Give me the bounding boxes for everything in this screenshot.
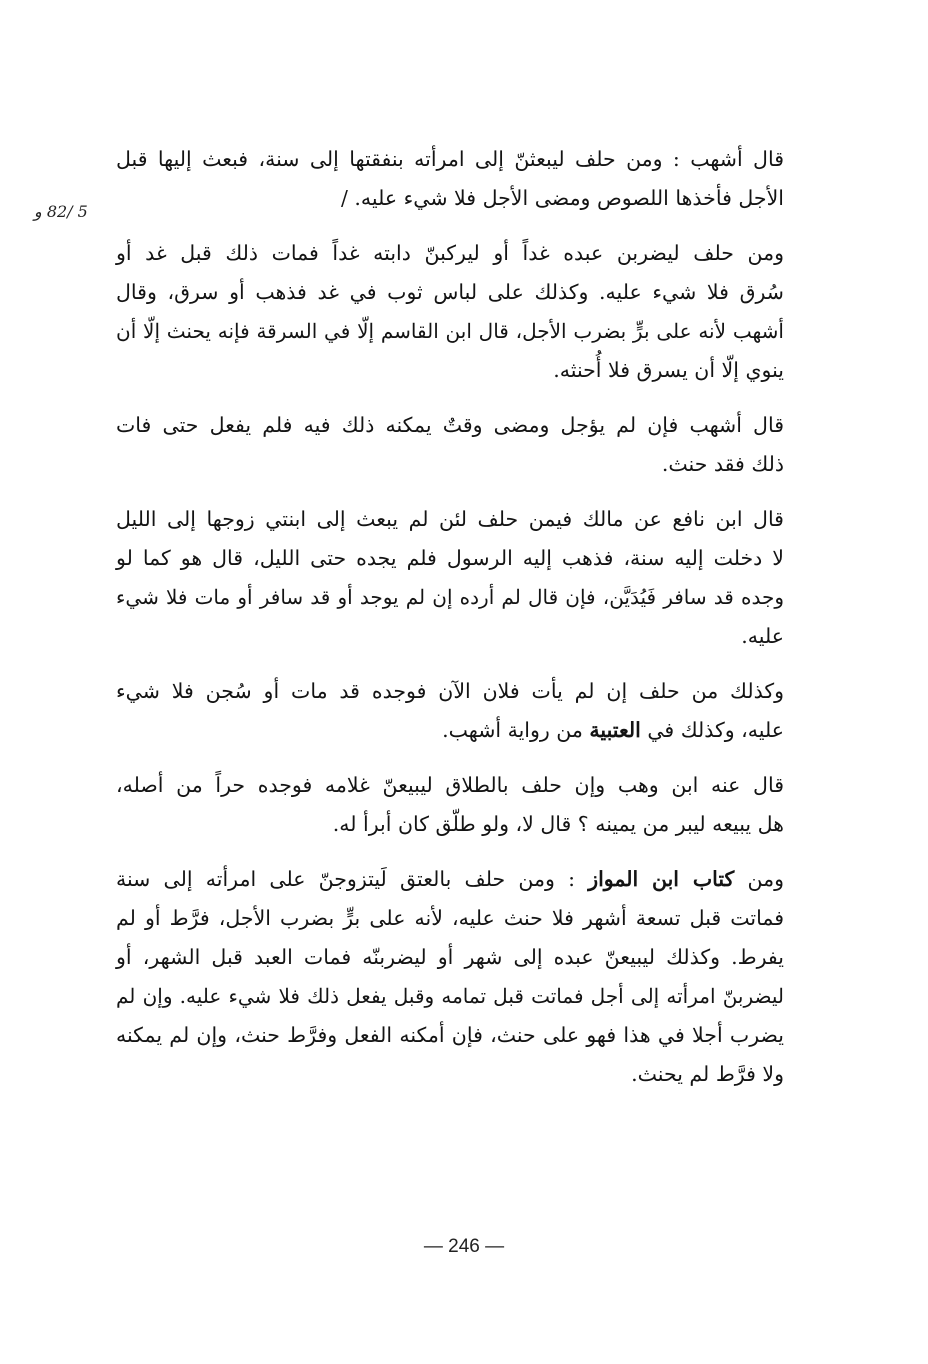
text-line: قال عنه ابن وهب وإن حلف بالطلاق ليبيعنّ غلامه فوجده حراً من أصله، <box>116 773 784 797</box>
text-line: لا دخلت إليه سنة، فذهب إليه الرسول فلم يجده حتى الليل، قال هو كما لو <box>116 546 784 570</box>
text-line: أشهب لأنه على برٍّ بضرب الأجل، قال ابن القاسم إلّا في السرقة فإنه يحنث إلّا أن <box>116 319 784 343</box>
text-line: ومن كتاب ابن المواز : ومن حلف بالعتق لَيتزوجنّ على امرأته إلى سنة <box>116 867 785 891</box>
text-line: الأجل فأخذها اللصوص ومضى الأجل فلا شيء عليه. / <box>340 186 784 210</box>
text-line: عليه، وكذلك في العتبية من رواية أشهب. <box>442 718 784 742</box>
paragraph-5 <box>116 672 784 750</box>
paragraph-1 <box>116 140 784 218</box>
paragraph-6 <box>116 766 784 844</box>
book-title: كتاب ابن المواز <box>588 867 735 891</box>
text-line: يضرب أجلا في هذا فهو على حنث، فإن أمكنه الفعل وفرَّط حنث، وإن لم يمكنه <box>116 1023 784 1047</box>
paragraph-7 <box>116 860 784 1094</box>
text-line: يفرط. وكذلك ليبيعنّ عبده إلى شهر أو ليضربنّه فمات العبد قبل الشهر، أو <box>116 945 784 969</box>
book-title: العتبية <box>589 718 641 742</box>
paragraph-4 <box>116 500 784 656</box>
text-line: ينوي إلّا أن يسرق فلا أُحنثه. <box>553 358 784 382</box>
text-line: ولا فرَّط لم يحنث. <box>631 1062 784 1086</box>
text-line: فماتت قبل تسعة أشهر فلا حنث عليه، لأنه على برٍّ بضرب الأجل، فرَّط أو لم <box>116 906 784 930</box>
margin-folio-reference: 5 /82 و <box>34 202 88 221</box>
text-line: ليضربنّ امرأته إلى أجل فماتت قبل تمامه وقبل يفعل ذلك فلا شيء عليه. وإن لم <box>116 984 784 1008</box>
text-line: وجده قد سافر فَيُدَيَّن، فإن قال لم أرده إن لم يوجد أو قد سافر أو مات فلا شيء <box>116 585 784 609</box>
text-line: وكذلك من حلف إن لم يأت فلان الآن فوجده قد مات أو سُجن فلا شيء <box>116 679 784 703</box>
paragraph-3 <box>116 406 784 484</box>
text-line: قال ابن نافع عن مالك فيمن حلف لئن لم يبعث إلى ابنتي زوجها إلى الليل <box>116 507 784 531</box>
text-line: قال أشهب : ومن حلف ليبعثنّ إلى امرأته بنفقتها إلى سنة، فبعث إليها قبل <box>116 147 784 171</box>
page-number: — 246 — <box>423 1236 505 1257</box>
text-line: سُرق فلا شيء عليه. وكذلك على لباس ثوب في غد فذهب أو سرق، وقال <box>116 280 784 304</box>
text-line: عليه. <box>741 624 784 648</box>
text-line: قال أشهب فإن لم يؤجل ومضى وقتٌ يمكنه ذلك فيه فلم يفعل حتى فات <box>116 413 784 437</box>
paragraph-2 <box>116 234 784 390</box>
text-line: ذلك فقد حنث. <box>661 452 784 476</box>
text-line: هل يبيعه ليبر من يمينه ؟ قال لا، ولو طلّق كان أبرأ له. <box>332 812 784 836</box>
text-line: ومن حلف ليضربن عبده غداً أو ليركبنّ دابته غداً فمات ذلك قبل غد أو <box>116 241 784 265</box>
main-text <box>116 140 784 1110</box>
